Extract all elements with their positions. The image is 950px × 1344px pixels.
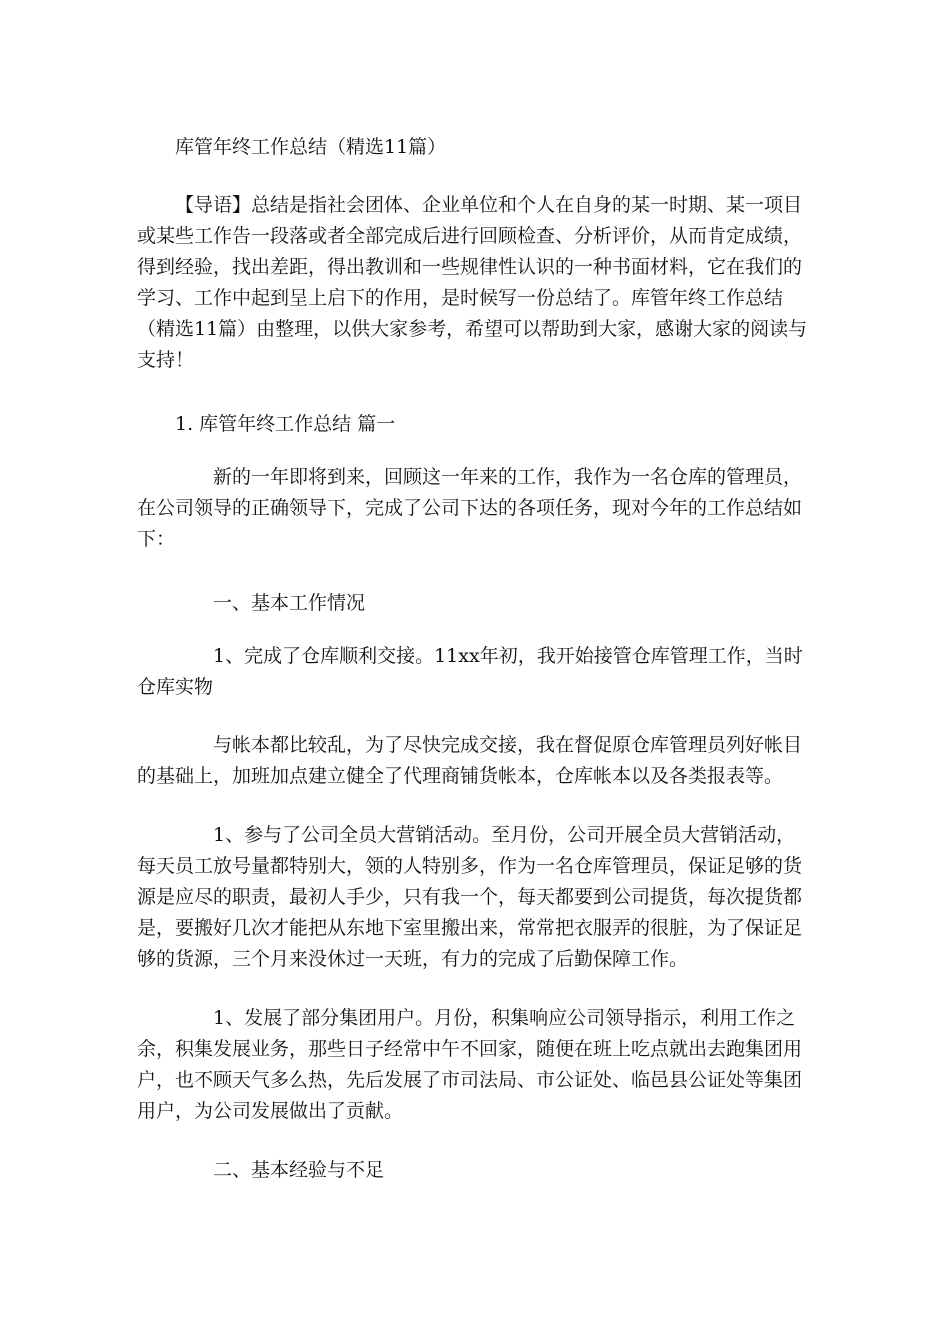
paragraph-4: [137, 820, 813, 975]
text-line: 【导语】总结是指社会团体、企业单位和个人在自身的某一时期、某一项目: [175, 194, 803, 216]
text-line: 得到经验，找出差距，得出教训和一些规律性认识的一种书面材料，它在我们的: [137, 256, 803, 278]
text-line: 仓库实物: [137, 676, 214, 698]
text-line: 的基础上，加班加点建立健全了代理商铺货帐本，仓库帐本以及各类报表等。: [137, 765, 784, 787]
text-line: 源是应尽的职责，最初人手少，只有我一个，每天都要到公司提货，每次提货都: [137, 886, 803, 908]
text-line: 下：: [137, 528, 176, 550]
paragraph-5: [137, 1003, 813, 1127]
text-line: 户，也不顾天气多么热，先后发展了市司法局、市公证处、临邑县公证处等集团: [137, 1069, 803, 1091]
subheading-experience: 二、基本经验与不足: [213, 1159, 385, 1181]
paragraph-1: [137, 462, 813, 555]
subheading-basic-work: 一、基本工作情况: [213, 592, 366, 614]
text-line: 1、完成了仓库顺利交接。11xx年初，我开始接管仓库管理工作，当时: [213, 645, 803, 667]
document-title: 库管年终工作总结（精选11篇）: [175, 136, 447, 158]
text-line: 够的货源，三个月来没休过一天班，有力的完成了后勤保障工作。: [137, 948, 689, 970]
text-line: 1、发展了部分集团用户。月份，积集响应公司领导指示，利用工作之: [213, 1007, 796, 1029]
section-heading: 1. 库管年终工作总结 篇一: [175, 413, 396, 435]
text-line: 或某些工作告一段落或者全部完成后进行回顾检查、分析评价，从而肯定成绩，: [137, 225, 803, 247]
text-line: 余，积集发展业务，那些日子经常中午不回家，随便在班上吃点就出去跑集团用: [137, 1038, 803, 1060]
paragraph-2: [137, 641, 813, 703]
text-line: 新的一年即将到来，回顾这一年来的工作，我作为一名仓库的管理员，: [213, 466, 803, 488]
text-line: （精选11篇）由整理，以供大家参考，希望可以帮助到大家，感谢大家的阅读与: [137, 318, 808, 340]
text-line: 用户，为公司发展做出了贡献。: [137, 1100, 404, 1122]
text-line: 1、参与了公司全员大营销活动。至月份，公司开展全员大营销活动，: [213, 824, 796, 846]
text-line: 在公司领导的正确领导下，完成了公司下达的各项任务，现对今年的工作总结如: [137, 497, 803, 519]
text-line: 每天员工放号量都特别大，领的人特别多，作为一名仓库管理员，保证足够的货: [137, 855, 803, 877]
text-line: 学习、工作中起到呈上启下的作用，是时候写一份总结了。库管年终工作总结: [137, 287, 784, 309]
paragraph-3: [137, 730, 813, 792]
text-line: 支持！: [137, 349, 195, 371]
intro-paragraph: [137, 190, 813, 376]
text-line: 与帐本都比较乱，为了尽快完成交接，我在督促原仓库管理员列好帐目: [213, 734, 803, 756]
text-line: 是，要搬好几次才能把从东地下室里搬出来，常常把衣服弄的很脏，为了保证足: [137, 917, 803, 939]
